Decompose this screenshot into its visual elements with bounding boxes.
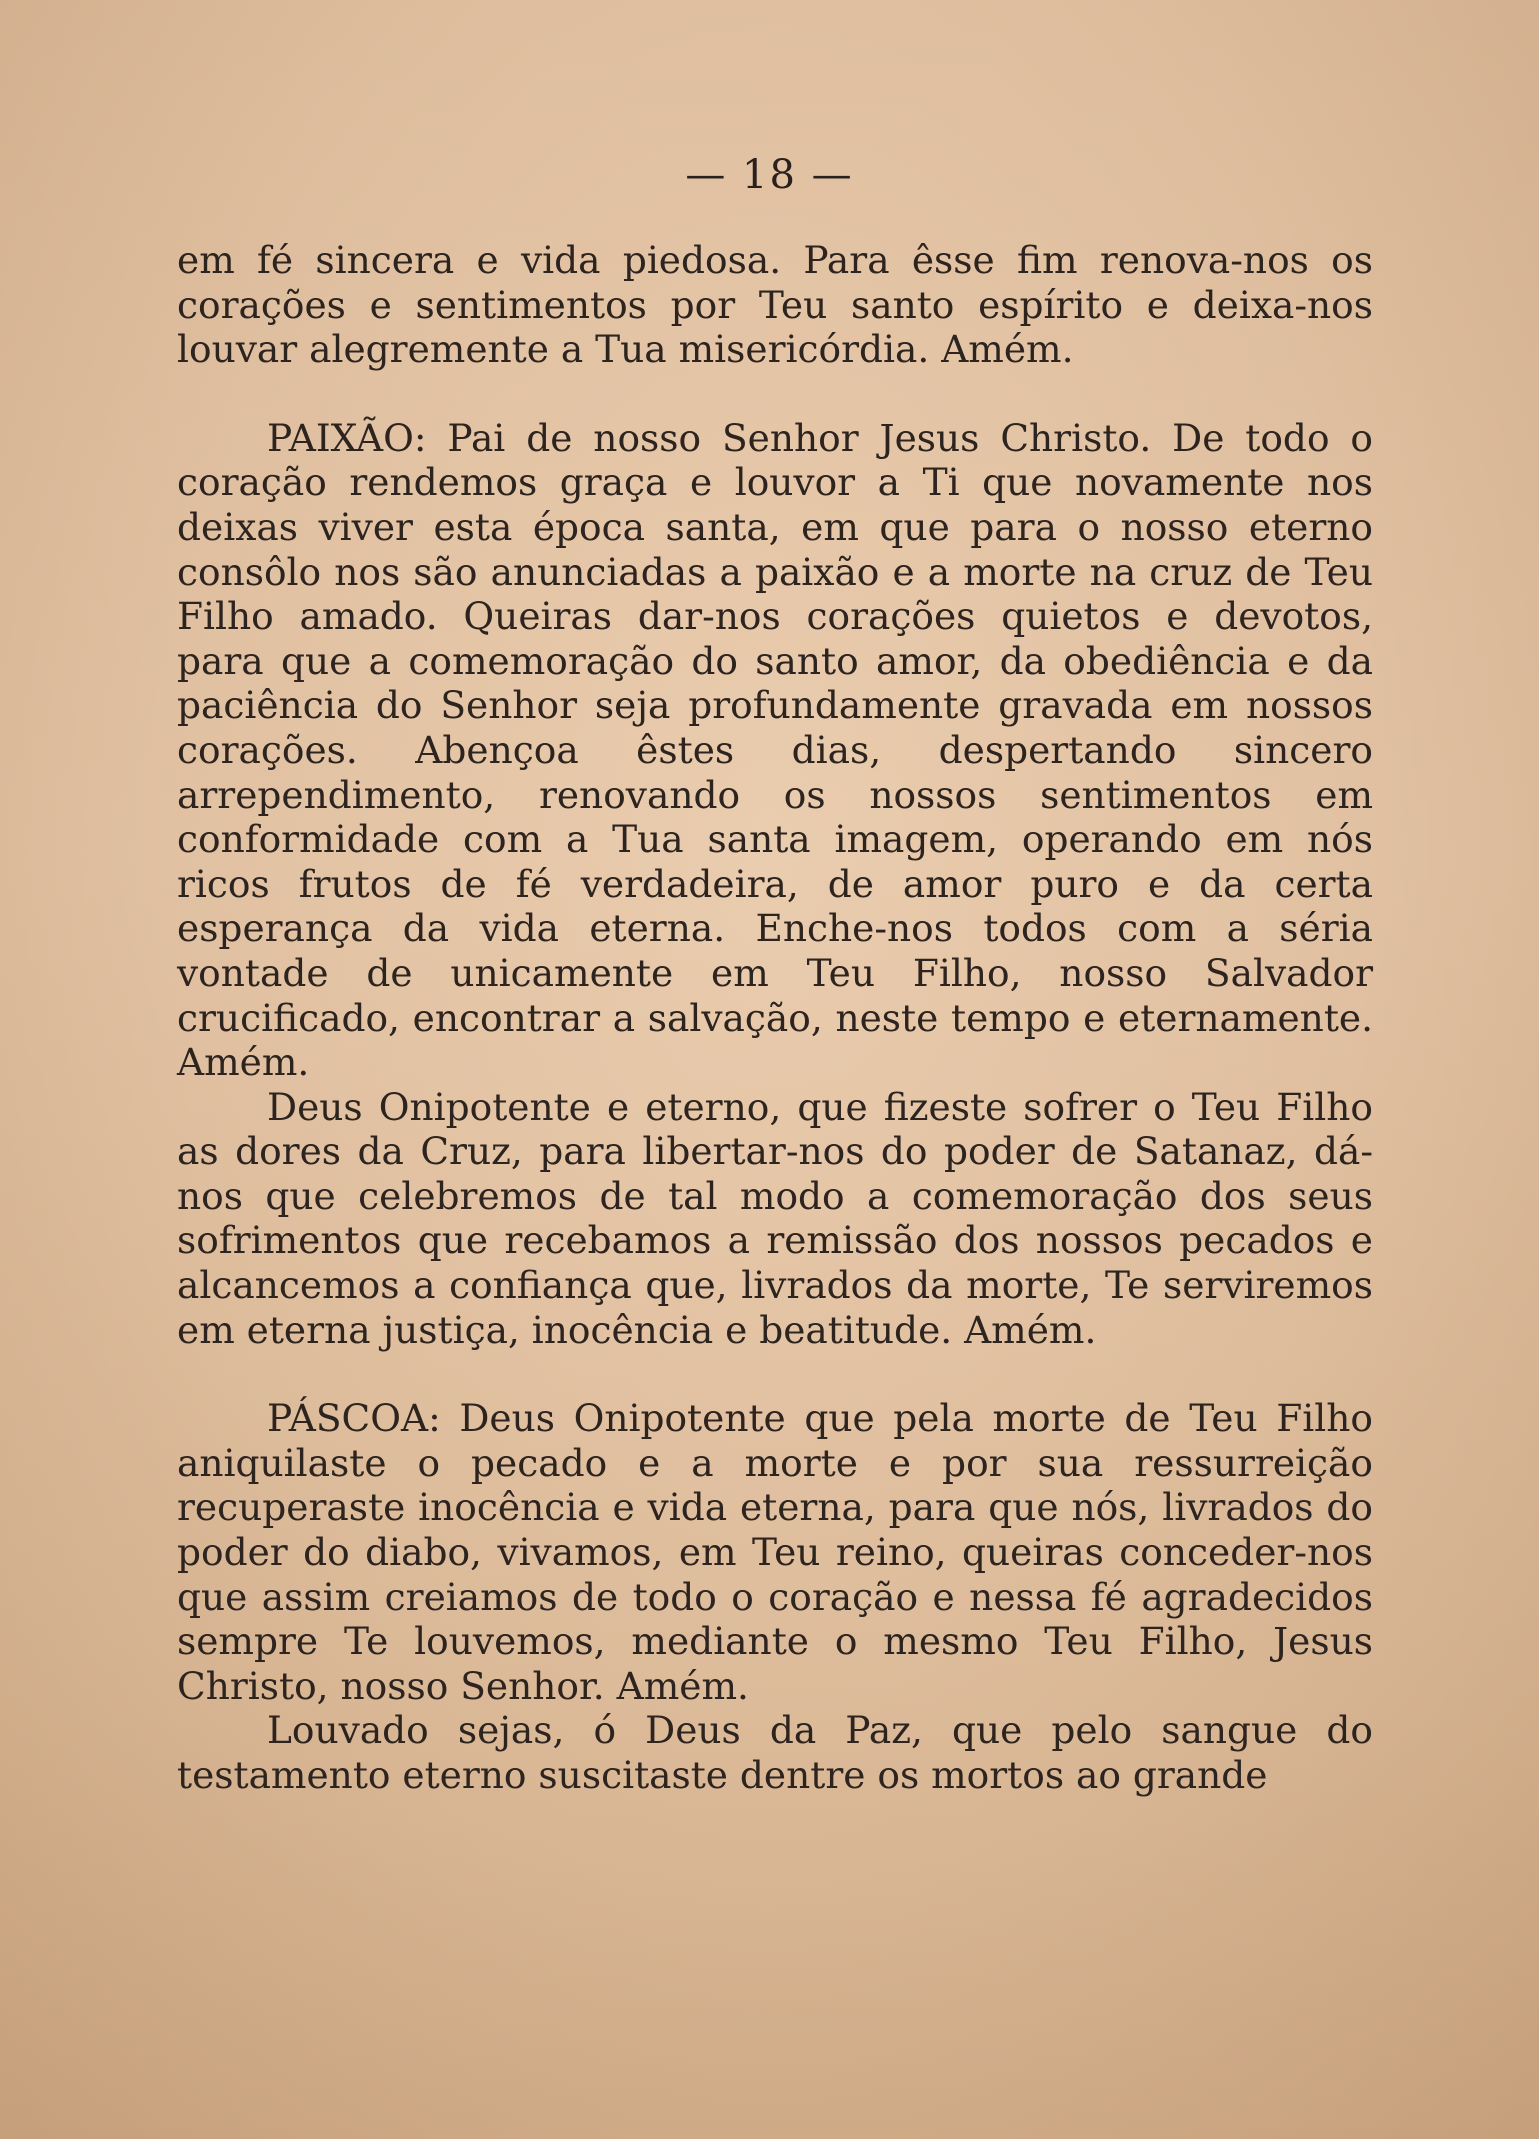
paragraph-pascoa: PÁSCOA: Deus Onipotente que pela morte de Teu Filho aniquilaste o pecado e a morte e por sua ressurreição recuperaste inocência e vida eterna, para que nós, livrados do poder do diabo, vivamos, em Teu reino, queiras conceder-nos que assim creiamos de todo o coração e nessa fé agradecidos sempre Te louvemos, mediante o mesmo Teu Filho, Jesus Christo, nosso Senhor. Amém. <box>177 1396 1373 1708</box>
paragraph-deus-onipotente: Deus Onipotente e eterno, que fizeste sofrer o Teu Filho as dores da Cruz, para libertar-nos do poder de Satanaz, dá-nos que celebremos de tal modo a comemoração dos seus sofrimentos que recebamos a remissão dos nossos pecados e alcancemos a confiança que, livrados da morte, Te serviremos em eterna justiça, inocência e beatitude. Amém. <box>177 1084 1373 1352</box>
body-text <box>177 238 1373 1798</box>
paragraph-louvado: Louvado sejas, ó Deus da Paz, que pelo sangue do testamento eterno suscitaste dentre os mortos ao grande <box>177 1708 1373 1797</box>
paragraph-paixao: PAIXÃO: Pai de nosso Senhor Jesus Christo. De todo o coração rendemos graça e louvor a Ti que novamente nos deixas viver esta época santa, em que para o nosso eterno consôlo nos são anunciadas a paixão e a morte na cruz de Teu Filho amado. Queiras dar-nos corações quietos e devotos, para que a comemoração do santo amor, da obediência e da paciência do Senhor seja profundamente gravada em nossos corações. Abençoa êstes dias, despertando sincero arrependimento, renovando os nossos sentimentos em conformidade com a Tua santa imagem, operando em nós ricos frutos de fé verdadeira, de amor puro e da certa esperança da vida eterna. Enche-nos todos com a séria vontade de unicamente em Teu Filho, nosso Salvador crucificado, encontrar a salvação, neste tempo e eternamente. Amém. <box>177 415 1373 1085</box>
paragraph-continuation: em fé sincera e vida piedosa. Para êsse fim renova-nos os corações e sentimentos por Teu santo espírito e deixa-nos louvar alegremente a Tua misericórdia. Amém. <box>177 238 1373 372</box>
page-number: — 18 — <box>685 152 854 198</box>
